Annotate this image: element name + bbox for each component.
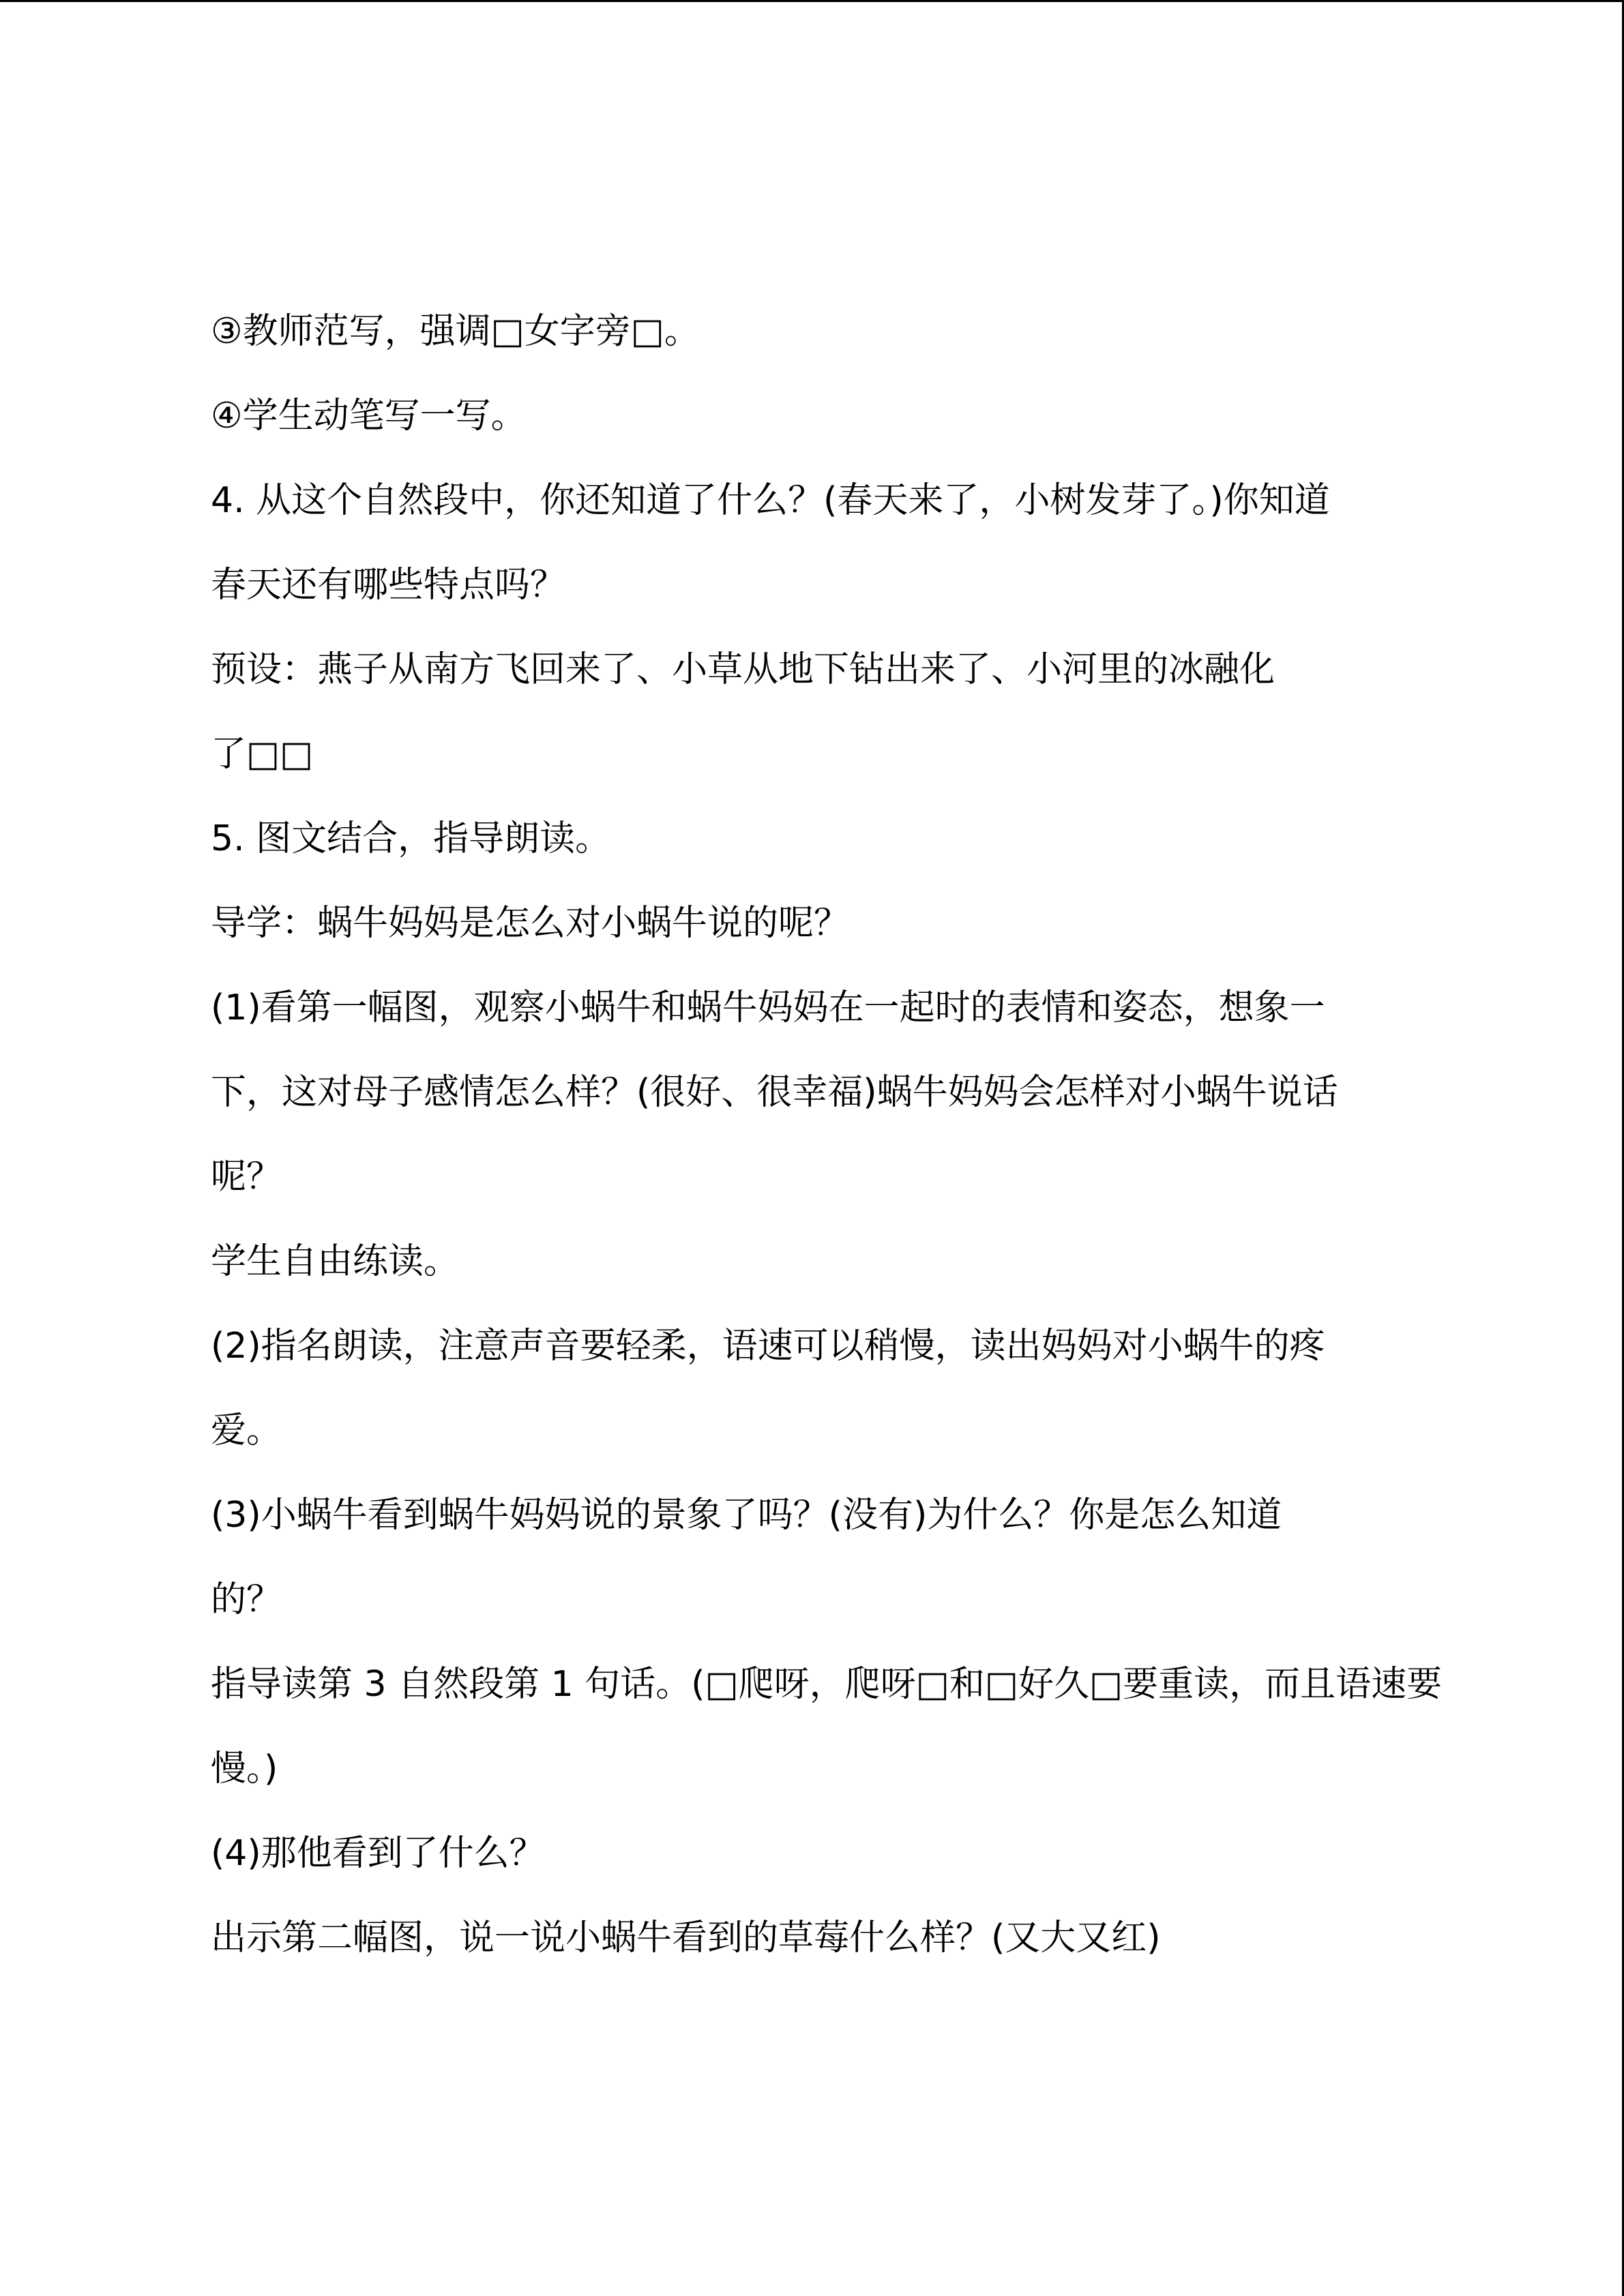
text-line: 4. 从这个自然段中，你还知道了什么？(春天来了，小树发芽了。)你知道	[211, 480, 1330, 521]
document-body	[211, 301, 1443, 1992]
text-line: 指导读第 3 自然段第 1 句话。(□爬呀，爬呀□和□好久□要重读，而且语速要	[211, 1664, 1443, 1705]
text-line: 出示第二幅图，说一说小蜗牛看到的草莓什么样？(又大又红)	[211, 1918, 1161, 1958]
text-line: ③教师范写，强调□女字旁□。	[211, 311, 700, 352]
text-line: 导学：蜗牛妈妈是怎么对小蜗牛说的呢？	[211, 903, 850, 944]
text-line: (3)小蜗牛看到蜗牛妈妈说的景象了吗？(没有)为什么？你是怎么知道	[211, 1495, 1282, 1536]
text-line: ④学生动笔写一写。	[211, 396, 527, 436]
text-line: (4)那他看到了什么？	[211, 1833, 545, 1874]
text-line: 爱。	[211, 1410, 282, 1451]
text-line: 了□□	[211, 734, 314, 775]
text-line: 下，这对母子感情怎么样？(很好、很幸福)蜗牛妈妈会怎样对小蜗牛说话	[211, 1072, 1338, 1113]
text-line: 慢。)	[211, 1748, 278, 1789]
text-line: 预设：燕子从南方飞回来了、小草从地下钻出来了、小河里的冰融化	[211, 649, 1275, 690]
text-line: (1)看第一幅图，观察小蜗牛和蜗牛妈妈在一起时的表情和姿态，想象一	[211, 987, 1325, 1028]
text-line: 学生自由练读。	[211, 1241, 460, 1282]
text-line: 春天还有哪些特点吗？	[211, 565, 566, 606]
text-line: 呢？	[211, 1157, 282, 1197]
text-line: 5. 图文结合，指导朗读。	[211, 818, 611, 859]
text-line: 的？	[211, 1579, 282, 1620]
text-line: (2)指名朗读，注意声音要轻柔，语速可以稍慢，读出妈妈对小蜗牛的疼	[211, 1326, 1325, 1367]
